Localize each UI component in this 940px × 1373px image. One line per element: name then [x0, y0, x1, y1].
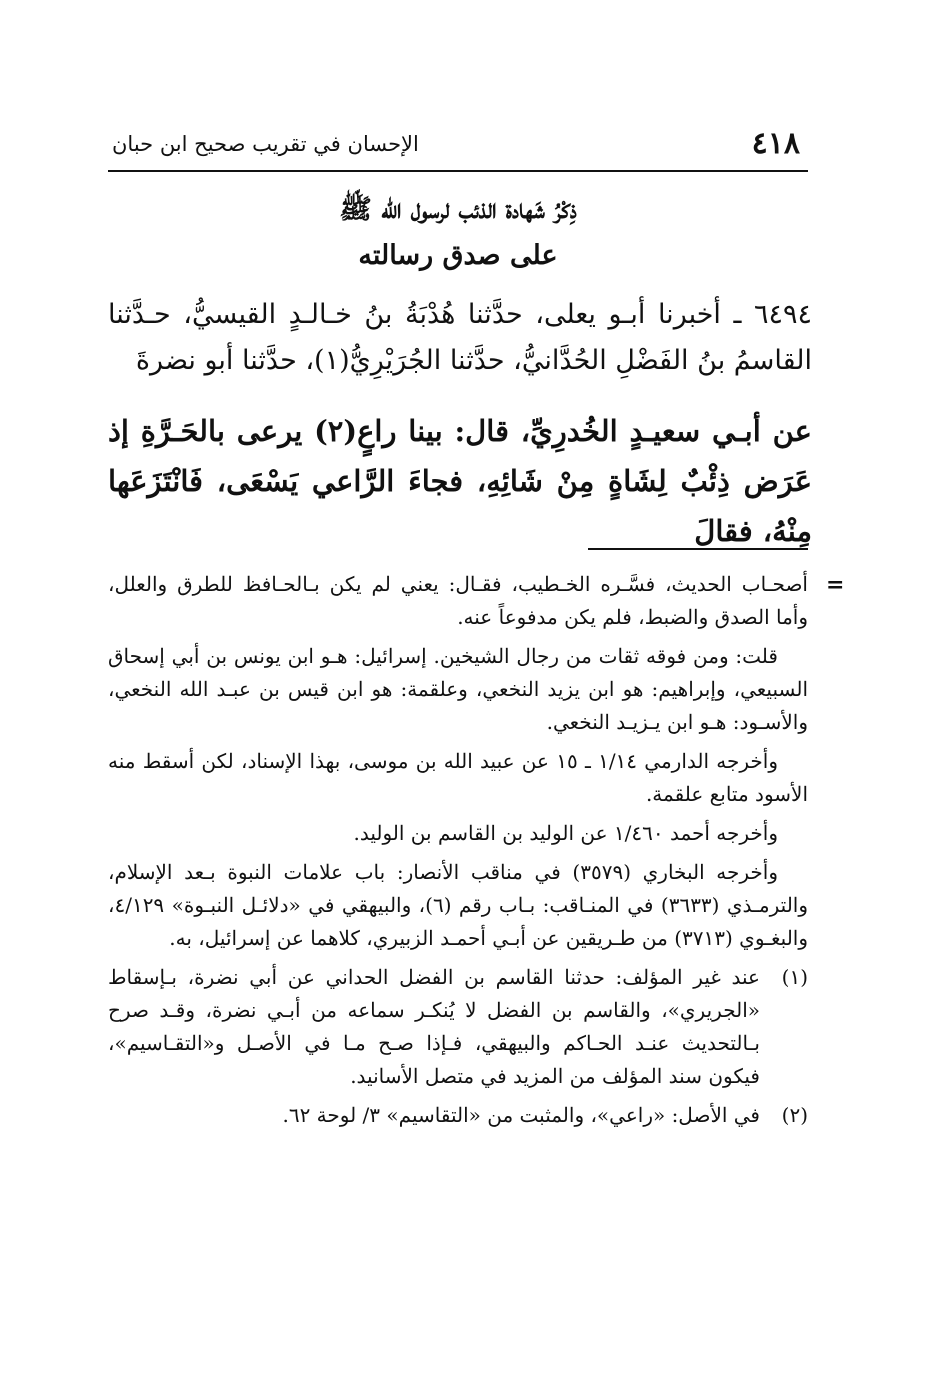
footnote-number: (١): [781, 965, 808, 989]
footnote-1: [108, 961, 808, 1093]
footnote-number: (٢): [781, 1103, 808, 1127]
page-header: [108, 118, 808, 172]
footnote-paragraph: وأخرجه البخاري (٣٥٧٩) في مناقب الأنصار: باب علامات النبوة بـعد الإسلام، والترمـذي (٣٦٣٣) في المنـاقب: بـاب رقم (٦)، والبيهقي في «دلائـل النبـوة» ٤/١٢٩، والبغـوي (٣٧١٣) من طـريقين عن أبـي أحمـد الزبيري، كلاهما عن إسرائيل، به.: [108, 860, 809, 950]
running-title: الإحسان في تقريب صحيح ابن حبان: [112, 132, 419, 156]
footnote-separator: [588, 548, 808, 550]
continuation-mark: =: [826, 572, 845, 598]
chapter-heading: ذِكْرُ شَهادة الذئب لرسول الله ﷺ: [339, 194, 577, 225]
isnad-paragraph: ٦٤٩٤ ـ أخبرنا أبـو يعلى، حدَّثنا هُدْبَةُ بنُ خـالـدٍ القيسيُّ، حـدَّثنا القاسمُ بنُ الفَضْلِ الحُدَّانيُّ، حدَّثنا الجُرَيْرِيُّ(١)، حدَّثنا أبو نضرةَ: [108, 299, 812, 376]
footnote-paragraph: وأخرجه أحمد ١/٤٦٠ عن الوليد بن القاسم بن الوليد.: [353, 821, 778, 845]
footnote-text: في الأصل: «راعي»، والمثبت من «التقاسيم» ٣/ لوحة ٦٢.: [282, 1103, 760, 1127]
footnote-paragraph: وأخرجه الدارمي ١/١٤ ـ ١٥ عن عبيد الله بن موسى، بهذا الإسناد، لكن أسقط منه الأسود متابع علقمة.: [108, 749, 808, 806]
footnote-2: [108, 1099, 808, 1132]
matn-paragraph: عن أبـي سعيـدٍ الخُدرِيِّ، قال: بينا راعٍ(٢) يرعى بالحَـرَّةِ إذ عَرَض ذِئْبٌ لِشَاةٍ مِنْ شَائِهِ، فجاءَ الرَّاعي يَسْعَى، فَانْتَزَعَها مِنْهُ، فقالَ: [108, 414, 812, 548]
footnote-continuation: أصحـاب الحديث، فسَّـره الخـطيب، فقـال: يعني لم يكن بـالحـافظ للطرق والعلل، وأما الصدق والضبط، فلم يكن مدفوعاً عنه.: [108, 572, 808, 629]
footnotes: [108, 568, 808, 1132]
page-number: ٤١٨: [751, 126, 800, 161]
footnote-paragraph: قلت: ومن فوقه ثقات من رجال الشيخين. إسرائيل: هـو ابن يونس بن أبي إسحاق السبيعي، وإبراهيم: هو ابن يزيد النخعي، وعلقمة: هو ابن قيس بن عبـد الله النخعي، والأسـود: هـو ابن يـزيـد النخعي.: [108, 644, 808, 734]
hadith-text: [108, 292, 812, 556]
footnote-text: عند غير المؤلف: حدثنا القاسم بن الفضل الحداني عن أبي نضرة، بـإسقاط «الجريري»، والقاسم بن الفضل لا يُنكـر سماعه من أبـي نضرة، وقـد صرح بـالتحديث عنـد الحـاكم والبيهقي، فـإذا صـح مـا في الأصـل و«التقـاسيم»، فيكون سند المؤلف من المزيد في متصل الأسانيد.: [108, 965, 760, 1088]
chapter-subheading: على صدق رسالته: [358, 240, 558, 271]
